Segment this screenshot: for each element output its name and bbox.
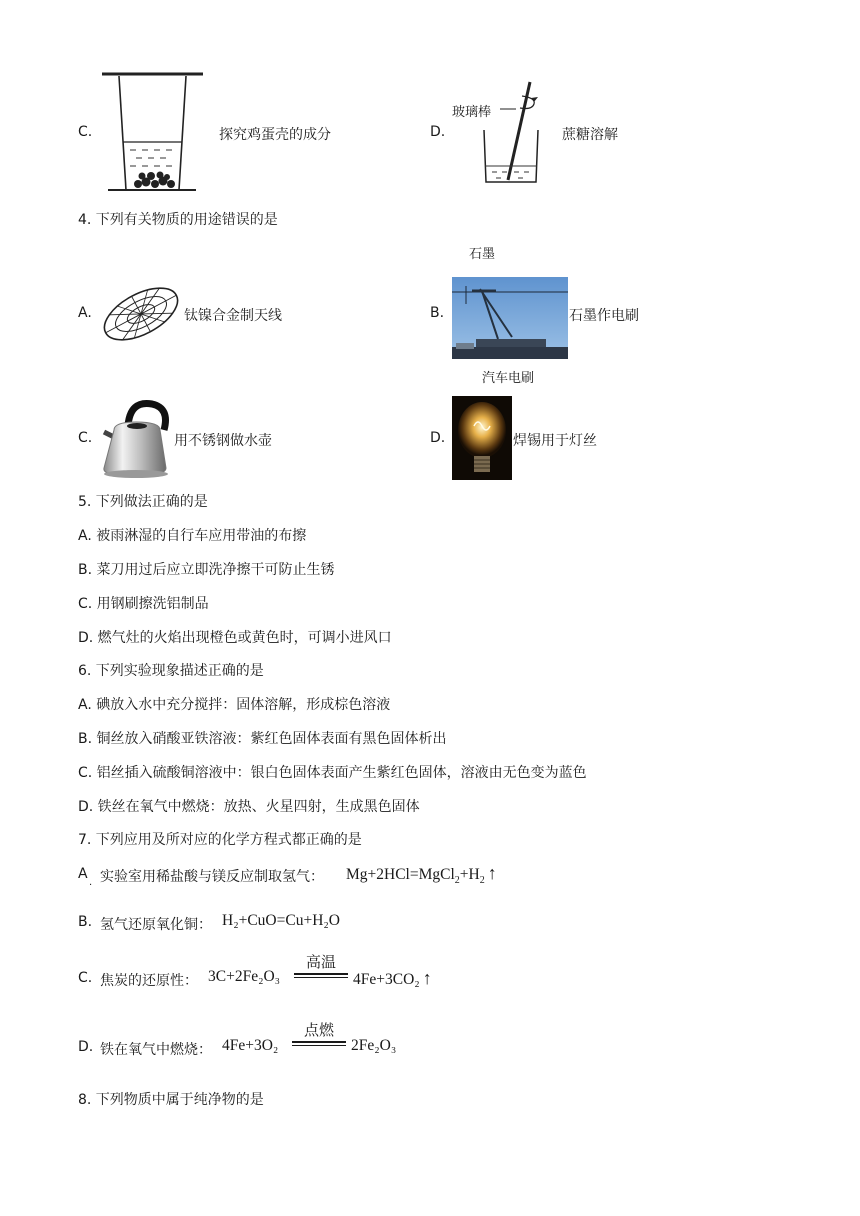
q4-a-letter: A. bbox=[78, 305, 92, 321]
q7-c-letter: C. bbox=[78, 970, 93, 986]
q5-option-d: D. 燃气灶的火焰出现橙色或黄色时，可调小进风口 bbox=[78, 630, 392, 646]
q8-stem: 8. 下列物质中属于纯净物的是 bbox=[78, 1092, 264, 1108]
q7-a-eq-sub2: 2 bbox=[479, 875, 485, 887]
q6-option-a: A. 碘放入水中充分搅拌：固体溶解，形成棕色溶液 bbox=[78, 697, 391, 713]
q6-option-b: B. 铜丝放入硝酸亚铁溶液：紫红色固体表面有黑色固体析出 bbox=[78, 731, 447, 747]
q7-c-condition: 高温 bbox=[305, 953, 336, 971]
stainless-steel-kettle-figure bbox=[98, 396, 174, 480]
q7-d-condition-sign bbox=[292, 1021, 346, 1046]
q7-d-bar-top bbox=[292, 1041, 346, 1043]
q7-a-dot: · bbox=[89, 880, 93, 891]
q7-b-letter: B. bbox=[78, 914, 93, 930]
q7-a-equation bbox=[346, 863, 497, 886]
q7-c-eq-left: 3C+2Fe₂O₃ bbox=[208, 968, 281, 985]
q7-d-condition: 点燃 bbox=[303, 1021, 334, 1039]
q4-d-text: 焊锡用于灯丝 bbox=[513, 433, 597, 449]
q7-a-eq-left: Mg+2HCl=MgCl bbox=[346, 866, 455, 883]
q4-stem: 4. 下列有关物质的用途错误的是 bbox=[78, 212, 278, 228]
q7-d-letter: D. bbox=[78, 1039, 94, 1055]
q7-a-letter: A bbox=[78, 866, 88, 882]
q7-c-equation-right bbox=[353, 968, 432, 989]
light-bulb-photo-figure bbox=[452, 396, 512, 480]
sugar-dissolving-beaker-figure bbox=[480, 80, 550, 186]
q4-b-letter: B. bbox=[430, 305, 445, 321]
q5-option-c: C. 用钢刷擦洗铝制品 bbox=[78, 596, 209, 612]
q4-c-letter: C. bbox=[78, 430, 93, 446]
q5-option-a: A. 被雨淋湿的自行车应用带油的布擦 bbox=[78, 528, 307, 544]
q7-b-equation: H₂+CuO=Cu+H₂O bbox=[222, 912, 340, 929]
q4-b-text: 石墨作电刷 bbox=[569, 308, 639, 324]
gas-up-arrow-icon: ↑ bbox=[422, 968, 432, 988]
q3-c-letter: C. bbox=[78, 124, 93, 140]
q7-d-eq-right: 2Fe₂O₃ bbox=[351, 1037, 397, 1054]
egg-shell-experiment-figure bbox=[100, 72, 205, 197]
q3-c-text: 探究鸡蛋壳的成分 bbox=[219, 127, 331, 143]
pantograph-caption: 汽车电刷 bbox=[482, 371, 535, 386]
q5-option-b: B. 菜刀用过后应立即洗净擦干可防止生锈 bbox=[78, 562, 335, 578]
q7-c-bar-bottom bbox=[294, 977, 348, 979]
q7-stem: 7. 下列应用及所对应的化学方程式都正确的是 bbox=[78, 832, 362, 848]
glass-rod-label: 玻璃棒 bbox=[452, 105, 492, 120]
q7-c-text: 焦炭的还原性： bbox=[100, 973, 198, 989]
q3-d-text: 蔗糖溶解 bbox=[562, 127, 618, 143]
q7-a-eq-sub1: 2 bbox=[454, 875, 460, 887]
q4-c-text: 用不锈钢做水壶 bbox=[174, 433, 272, 449]
q7-a-eq-mid: +H bbox=[459, 866, 480, 883]
graphite-label: 石墨 bbox=[469, 247, 496, 262]
q4-d-letter: D. bbox=[430, 430, 446, 446]
satellite-dish-antenna-figure bbox=[98, 283, 184, 345]
gas-up-arrow-icon: ↑ bbox=[487, 863, 497, 883]
q6-option-d: D. 铁丝在氧气中燃烧：放热、火星四射，生成黑色固体 bbox=[78, 799, 420, 815]
q7-d-eq-left: 4Fe+3O₂ bbox=[222, 1037, 279, 1054]
q3-d-letter: D. bbox=[430, 124, 446, 140]
pantograph-photo-figure bbox=[452, 277, 568, 359]
q7-a-text: 实验室用稀盐酸与镁反应制取氢气： bbox=[100, 869, 324, 885]
q6-option-c: C. 铝丝插入硫酸铜溶液中：银白色固体表面产生紫红色固体，溶液由无色变为蓝色 bbox=[78, 765, 587, 781]
q7-d-text: 铁在氧气中燃烧： bbox=[100, 1042, 212, 1058]
q7-d-bar-bottom bbox=[292, 1045, 346, 1047]
q4-a-text: 钛镍合金制天线 bbox=[184, 308, 282, 324]
q7-c-bar-top bbox=[294, 973, 348, 975]
q5-stem: 5. 下列做法正确的是 bbox=[78, 494, 208, 510]
q7-b-text: 氢气还原氧化铜： bbox=[100, 917, 212, 933]
q7-c-condition-sign bbox=[294, 953, 348, 978]
q7-c-eq-right: 4Fe+3CO₂ bbox=[353, 971, 420, 988]
q6-stem: 6. 下列实验现象描述正确的是 bbox=[78, 663, 264, 679]
